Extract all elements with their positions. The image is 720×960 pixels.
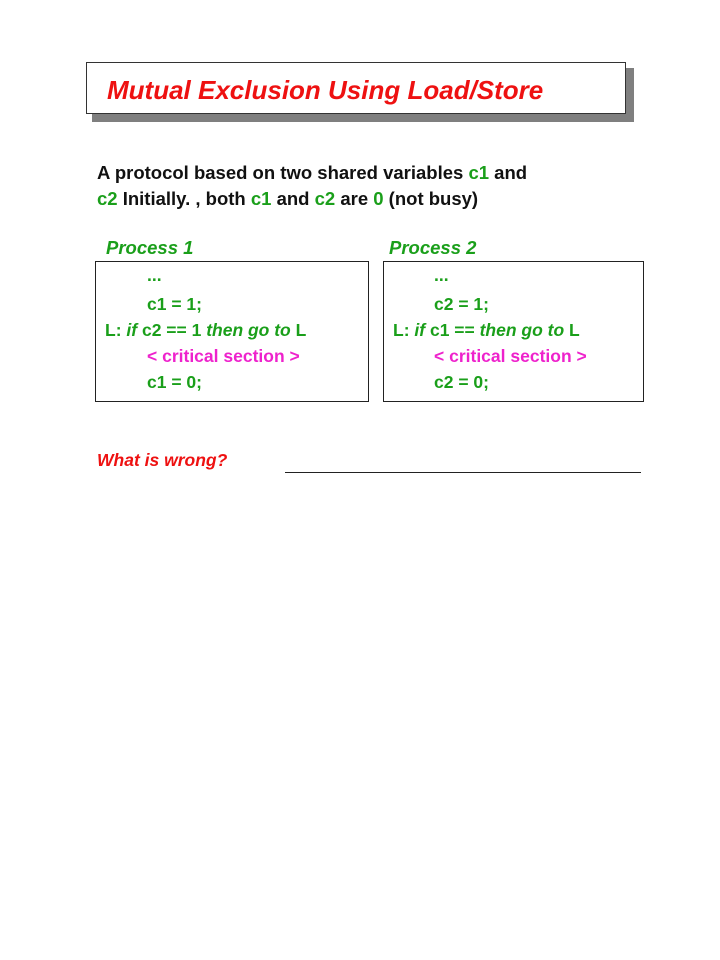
- intro-text: are: [335, 188, 374, 209]
- code-keyword-then: then go to: [206, 320, 291, 340]
- code-target: L: [564, 320, 580, 340]
- code-keyword-if: if: [414, 320, 426, 340]
- intro-text: A protocol based on two shared variables: [97, 162, 469, 183]
- code-critical-section: < critical section >: [434, 346, 587, 366]
- code-target: L: [290, 320, 307, 340]
- code-set-flag: c2 = 1;: [434, 294, 489, 314]
- intro-text: Initially. , both: [117, 188, 251, 209]
- code-reset-flag: c2 = 0;: [434, 372, 489, 392]
- intro-variable: c2: [314, 188, 336, 209]
- page-title: Mutual Exclusion Using Load/Store: [107, 75, 544, 105]
- code-condition: c2 == 1: [137, 320, 207, 340]
- intro-variable: c2: [97, 188, 118, 209]
- process-2-label: Process 2: [389, 237, 477, 258]
- intro-variable: c1: [468, 162, 490, 183]
- code-critical-section: < critical section >: [147, 346, 300, 366]
- intro-value: 0: [373, 188, 384, 209]
- answer-line: [285, 472, 641, 473]
- code-ellipsis: ...: [147, 265, 162, 285]
- question-label: What is wrong?: [97, 450, 228, 470]
- code-keyword-then: then go to: [479, 320, 565, 340]
- code-busy-wait: [393, 320, 580, 341]
- code-set-flag: c1 = 1;: [147, 294, 202, 314]
- intro-text: (not busy): [383, 188, 479, 209]
- title-box: [86, 62, 626, 114]
- intro-paragraph: [97, 160, 657, 212]
- process-2-code-box: [383, 261, 644, 402]
- process-1-label: Process 1: [106, 237, 194, 258]
- code-ellipsis: ...: [434, 265, 449, 285]
- process-1-code-box: [95, 261, 369, 402]
- code-condition: c1 ==: [425, 320, 480, 340]
- code-label: L:: [393, 320, 415, 340]
- code-keyword-if: if: [126, 320, 138, 340]
- code-label: L:: [105, 320, 127, 340]
- code-reset-flag: c1 = 0;: [147, 372, 202, 392]
- intro-text: and: [271, 188, 315, 209]
- intro-text: and: [489, 162, 528, 183]
- intro-variable: c1: [250, 188, 272, 209]
- code-busy-wait: [105, 320, 306, 341]
